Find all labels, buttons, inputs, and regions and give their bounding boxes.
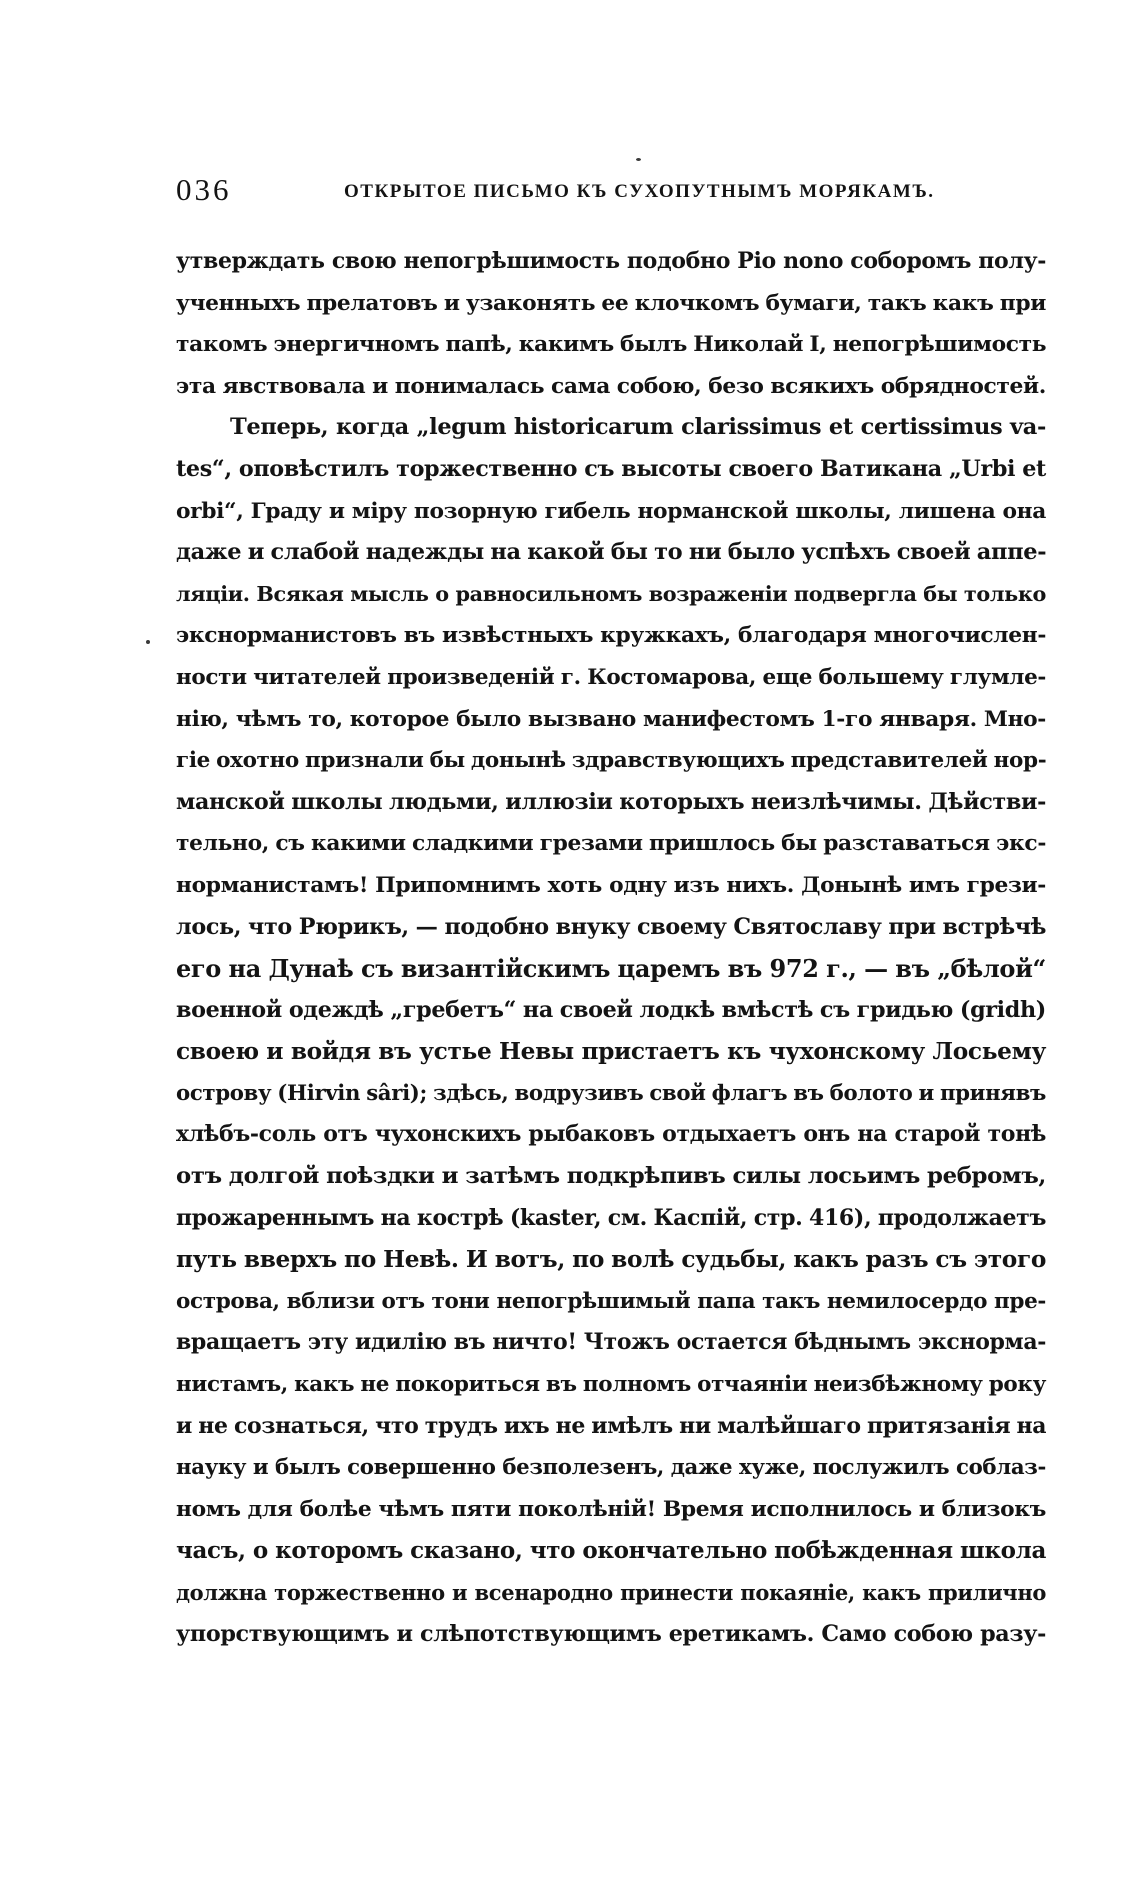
text-line: лось, что Рюрикъ, — подобно внуку своему Святославу при встрѣчѣ — [176, 913, 1046, 940]
text-line: такомъ энергичномъ папѣ, какимъ былъ Николай I, непогрѣшимость — [176, 332, 1047, 358]
text-line: острова, вблизи отъ тони непогрѣшимый папа такъ немилосердо пре- — [176, 1288, 1046, 1314]
text-line: упорствующимъ и слѣпотствующимъ еретикамъ. Само собою разу- — [176, 1620, 1046, 1647]
text-line: отъ долгой поѣздки и затѣмъ подкрѣпивъ силы лосьимъ ребромъ, — [176, 1163, 1046, 1190]
text-line: orbi“, Граду и міру позорную гибель норманской школы, лишена она — [176, 498, 1046, 524]
page-number: 036 — [176, 172, 232, 207]
print-speck — [636, 158, 641, 161]
text-line: хлѣбъ-соль отъ чухонскихъ рыбаковъ отдыхаетъ онъ на старой тонѣ — [176, 1121, 1046, 1148]
text-line: его на Дунаѣ съ византійскимъ царемъ въ 972 г., — въ „бѣлой“ — [176, 954, 1046, 984]
text-line: tes“, оповѣстилъ торжественно съ высоты своего Ватикана „Urbi et — [176, 455, 1046, 482]
text-line: ляціи. Всякая мысль о равносильномъ возраженіи подвергла бы только — [176, 581, 1046, 606]
text-line: часъ, о которомъ сказано, что окончательно побѣжденная школа — [176, 1537, 1046, 1565]
page-header — [176, 168, 1046, 216]
text-line: и не сознаться, что трудъ ихъ не имѣлъ ни малѣйшаго притязанія на — [176, 1412, 1047, 1439]
text-line: должна торжественно и всенародно принести покаяніе, какъ прилично — [176, 1580, 1046, 1605]
text-line: ности читателей произведеній г. Костомарова, еще большему глумле- — [176, 664, 1046, 690]
text-line: тельно, съ какими сладкими грезами пришлось бы разставаться экс- — [176, 831, 1046, 857]
text-line: острову (Hirvin sâri); здѣсь, водрузивъ свой флагъ въ болото и принявъ — [176, 1080, 1046, 1106]
body-text — [176, 241, 1046, 1655]
text-line: военной одеждѣ „гребетъ“ на своей лодкѣ вмѣстѣ съ гридью (gridh) — [176, 996, 1046, 1023]
text-line: своею и войдя въ устье Невы пристаетъ къ чухонскому Лосьему — [176, 1038, 1046, 1066]
text-line: норманистамъ! Припомнимъ хоть одну изъ нихъ. Донынѣ имъ грези- — [176, 872, 1046, 898]
text-line: манской школы людьми, иллюзіи которыхъ неизлѣчимы. Дѣйстви- — [176, 788, 1046, 815]
text-line: даже и слабой надежды на какой бы то ни было успѣхъ своей аппе- — [176, 539, 1047, 566]
text-line: эта явствовала и понималась сама собою, безо всякихъ обрядностей. — [176, 373, 1046, 399]
text-line: номъ для болѣе чѣмъ пяти поколѣній! Время исполнилось и близокъ — [176, 1496, 1046, 1522]
text-line: гіе охотно признали бы донынѣ здравствующихъ представителей нор- — [176, 748, 1047, 774]
paragraph-first-line: Теперь, когда „legum historicarum clarissimus et certissimus va- — [230, 414, 1046, 441]
text-line: нію, чѣмъ то, которое было вызвано манифестомъ 1-го января. Мно- — [176, 706, 1046, 732]
running-title: ОТКРЫТОЕ ПИСЬМО КЪ СУХОПУТНЫМЪ МОРЯКАМЪ. — [344, 181, 935, 202]
text-line: экснорманистовъ въ извѣстныхъ кружкахъ, благодаря многочислен- — [176, 623, 1046, 649]
text-line: нистамъ, какъ не покориться въ полномъ отчаяніи неизбѣжному року — [176, 1372, 1046, 1398]
text-line: прожареннымъ на кострѣ (kaster, см. Каспій, стр. 416), продолжаетъ — [176, 1204, 1046, 1231]
text-line: ученныхъ прелатовъ и узаконять ее клочкомъ бумаги, такъ какъ при — [176, 290, 1046, 316]
text-line: вращаетъ эту идилію въ ничто! Чтожъ остается бѣднымъ экснорма- — [176, 1329, 1046, 1356]
text-line: путь вверхъ по Невѣ. И вотъ, по волѣ судьбы, какъ разъ съ этого — [176, 1246, 1046, 1274]
text-line: науку и былъ совершенно безполезенъ, даже хуже, послужилъ соблаз- — [176, 1455, 1046, 1481]
print-speck — [146, 640, 150, 644]
text-line: утверждать свою непогрѣшимость подобно Pio nono соборомъ полу- — [176, 248, 1046, 274]
